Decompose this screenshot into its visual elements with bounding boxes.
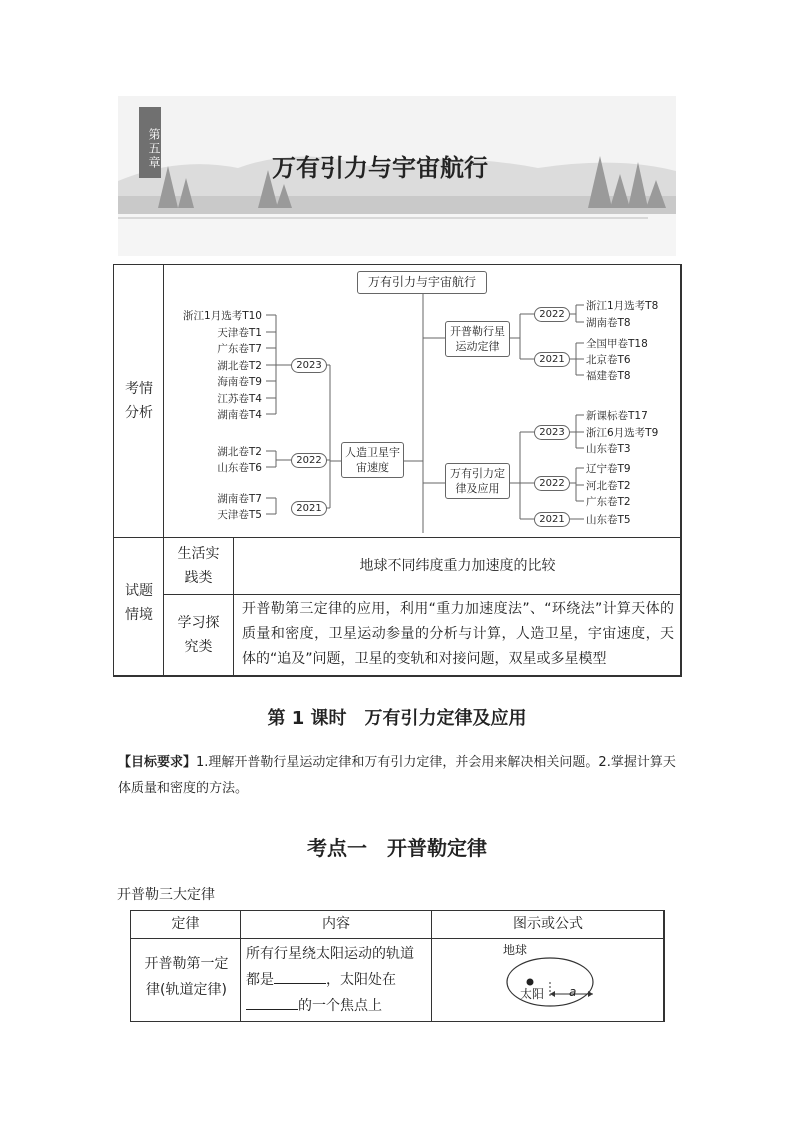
exam-item: 辽宁卷T9 [586, 463, 631, 475]
chapter-title: 万有引力与宇宙航行 [272, 154, 488, 182]
exam-item: 浙江1月选考T10 [183, 310, 262, 322]
mindmap-cell [163, 264, 682, 538]
year-pill: 2021 [534, 512, 570, 527]
content-text: ，太阳处在 [326, 972, 396, 988]
exam-item: 河北卷T2 [586, 480, 631, 492]
learning-goals [118, 750, 683, 802]
row-label-cell [113, 537, 164, 677]
exam-item: 浙江1月选考T8 [586, 300, 659, 312]
exam-item: 全国甲卷T18 [586, 338, 648, 350]
year-pill: 2022 [291, 453, 327, 468]
content-text: 的一个焦点上 [298, 998, 382, 1014]
year-pill: 2023 [534, 425, 570, 440]
exam-item: 北京卷T6 [586, 354, 631, 366]
year-pill: 2022 [534, 476, 570, 491]
exam-item: 新课标卷T17 [586, 410, 648, 422]
exam-item: 湖南卷T4 [217, 409, 262, 421]
exam-item: 山东卷T6 [217, 462, 262, 474]
situation-type-cell [163, 594, 234, 677]
exam-item: 天津卷T1 [217, 327, 262, 339]
situation-content: 开普勒第三定律的应用，利用“重力加速度法”、“环绕法”计算天体的质量和密度，卫星运动参量的分析与计算，人造卫星，宇宙速度，天体的“追及”问题，卫星的变轨和对接问题，双星或多星模型 [242, 601, 674, 667]
situation-type: 学习探究类 [177, 615, 220, 655]
exam-item: 山东卷T5 [586, 514, 631, 526]
situation-type-cell [163, 537, 234, 595]
mindmap-right-hub: 开普勒行星运动定律 [445, 321, 510, 357]
row-label: 试题情境 [125, 583, 153, 623]
year-pill: 2021 [534, 352, 570, 367]
content-text: 所有行星绕太阳运动的轨道都是 [246, 946, 414, 988]
mindmap-right-hub: 万有引力定律及应用 [445, 463, 510, 499]
chapter-tag: 第五章 [139, 107, 161, 178]
law-figure-cell [431, 938, 665, 1022]
exam-item: 湖南卷T7 [217, 493, 262, 505]
fill-blank[interactable] [246, 995, 298, 1010]
lesson-title: 第 1 课时 万有引力定律及应用 [267, 708, 527, 729]
row-label-cell [113, 264, 164, 538]
exam-item: 天津卷T5 [217, 509, 262, 521]
table-header: 内容 [240, 910, 432, 939]
exam-item: 湖北卷T2 [217, 360, 262, 372]
exam-item: 福建卷T8 [586, 370, 631, 382]
goals-text: 1.理解开普勒行星运动定律和万有引力定律，并会用来解决相关问题。2.掌握计算天体质量和密度的方法。 [118, 755, 676, 796]
situation-type: 生活实践类 [177, 546, 220, 586]
semi-axis-label: a [569, 985, 577, 999]
exam-item: 湖北卷T2 [217, 446, 262, 458]
section-title: 考点一 开普勒定律 [307, 836, 487, 860]
ellipse-orbit-figure [432, 939, 664, 1021]
exam-item: 山东卷T3 [586, 443, 631, 455]
sun-label: 太阳 [520, 987, 545, 1001]
law-content-cell [240, 938, 432, 1022]
table-header: 定律 [130, 910, 241, 939]
table-header: 图示或公式 [431, 910, 665, 939]
kepler-table [130, 910, 664, 1022]
goals-label: 【目标要求】 [118, 755, 197, 770]
analysis-table [113, 264, 681, 676]
year-pill: 2022 [534, 307, 570, 322]
subsection-heading: 开普勒三大定律 [117, 887, 215, 903]
exam-item: 湖南卷T8 [586, 317, 631, 329]
year-pill: 2023 [291, 358, 327, 373]
fill-blank[interactable] [274, 969, 326, 984]
law-content [246, 941, 426, 1019]
exam-item: 浙江6月选考T9 [586, 427, 659, 439]
situation-content: 地球不同纬度重力加速度的比较 [359, 558, 556, 574]
situation-content-cell [233, 594, 682, 677]
exam-item: 广东卷T2 [586, 496, 631, 508]
exam-item: 海南卷T9 [217, 376, 262, 388]
law-name: 开普勒第一定律(轨道定律) [144, 956, 229, 998]
situation-content-cell [233, 537, 682, 595]
exam-item: 广东卷T7 [217, 343, 262, 355]
mindmap-left-hub: 人造卫星宇宙速度 [341, 442, 404, 478]
earth-label: 地球 [503, 943, 528, 957]
exam-item: 江苏卷T4 [217, 393, 262, 405]
year-pill: 2021 [291, 501, 327, 516]
mindmap-root: 万有引力与宇宙航行 [357, 271, 487, 294]
law-name-cell [130, 938, 241, 1022]
row-label: 考情分析 [125, 381, 153, 421]
